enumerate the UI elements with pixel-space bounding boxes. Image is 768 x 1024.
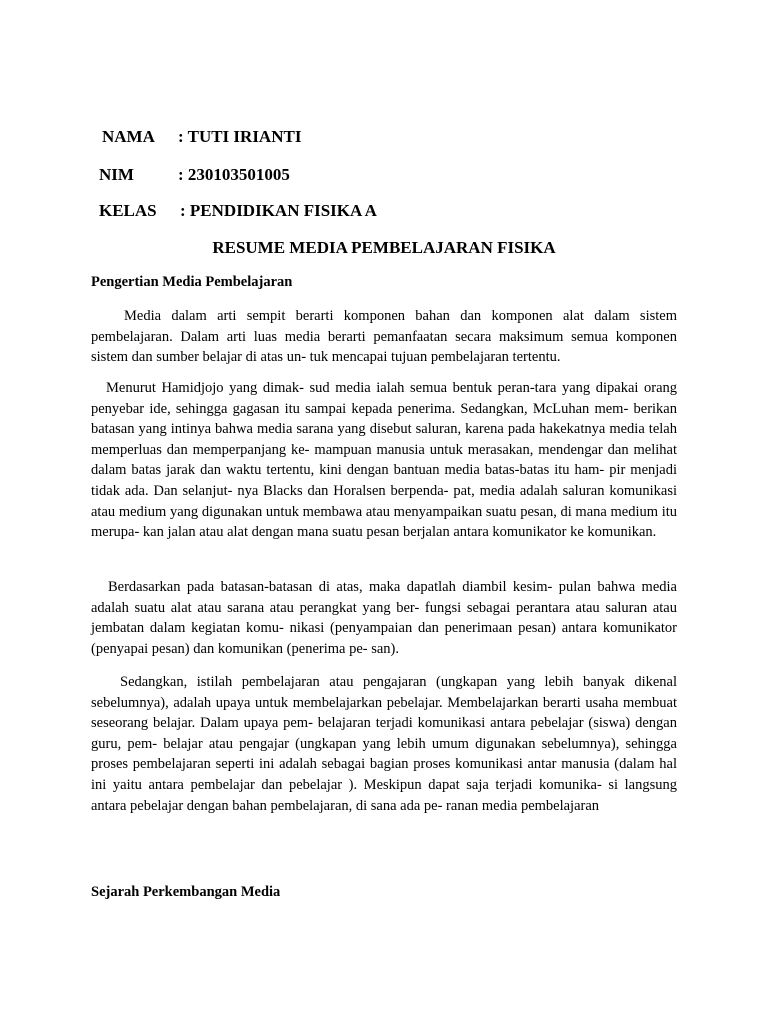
section-heading-sejarah: Sejarah Perkembangan Media [91, 884, 281, 900]
kelas-label: KELAS [99, 201, 157, 220]
paragraph-1: Media dalam arti sempit berarti komponen bahan dan komponen alat dalam sistem pembelajaran. Dalam arti luas media berarti pemanfaatan secara maksimum semua komponen sistem dan sumber belajar di atas un- tuk mencapai tujuan pembelajaran tertentu. [91, 308, 677, 366]
section-heading-pengertian: Pengertian Media Pembelajaran [91, 274, 293, 290]
paragraph-4: Sedangkan, istilah pembelajaran atau pengajaran (ungkapan yang lebih banyak dikenal sebelumnya), adalah upaya untuk membelajarkan pebelajar. Membelajarkan berarti usaha membuat seseorang belajar. Dalam upaya pem- belajaran terjadi komunikasi antara pebelajar (siswa) dengan guru, pem- belajar atau pengajar (ungkapan yang lebih umum digunakan sebelumnya), sehingga proses pembelajaran seperti ini adalah sebagai bagian proses komunikasi antar manusia (dalam hal ini yaitu antara pembelajar dan pebelajar ). Meskipun dapat saja terjadi komunika- si langsung antara pebelajar dengan bahan pembelajaran, di sana ada pe- ranan media pembelajaran [91, 674, 677, 814]
document-title: RESUME MEDIA PEMBELAJARAN FISIKA [212, 238, 556, 257]
nim-label: NIM [99, 165, 134, 184]
paragraph-2: Menurut Hamidjojo yang dimak- sud media ialah semua bentuk peran-tara yang dipakai orang penyebar ide, sehingga gagasan itu sampai kepada penerima. Sedangkan, McLuhan mem- berikan batasan yang intinya bahwa media sarana yang disebut saluran, karena pada hakekatnya media telah memperluas dan memperpanjang ke- mampuan manusia untuk merasakan, mendengar dan melihat dalam batas jarak dan waktu tertentu, kini dengan bantuan media batas-batas itu ham- pir menjadi tidak ada. Dan selanjut- nya Blacks dan Horalsen berpenda- pat, media adalah saluran komunikasi atau medium yang digunakan untuk membawa atau menyampaikan suatu pesan, di mana medium itu merupa- kan jalan atau alat dengan mana suatu pesan berjalan antara komunikator ke komunikan. [91, 380, 677, 541]
kelas-value: : PENDIDIKAN FISIKA A [180, 201, 377, 220]
nim-value: : 230103501005 [178, 165, 290, 184]
paragraph-3: Berdasarkan pada batasan-batasan di atas, maka dapatlah diambil kesim- pulan bahwa media adalah suatu alat atau sarana atau perangkat yang ber- fungsi sebagai perantara atau saluran atau jembatan dalam kegiatan komu- nikasi (penyampaian dan penerimaan pesan) antara komunikator (penyapai pesan) dan komunikan (penerima pe- san). [91, 579, 677, 657]
nama-label: NAMA [102, 127, 155, 146]
nama-value: : TUTI IRIANTI [178, 127, 302, 146]
